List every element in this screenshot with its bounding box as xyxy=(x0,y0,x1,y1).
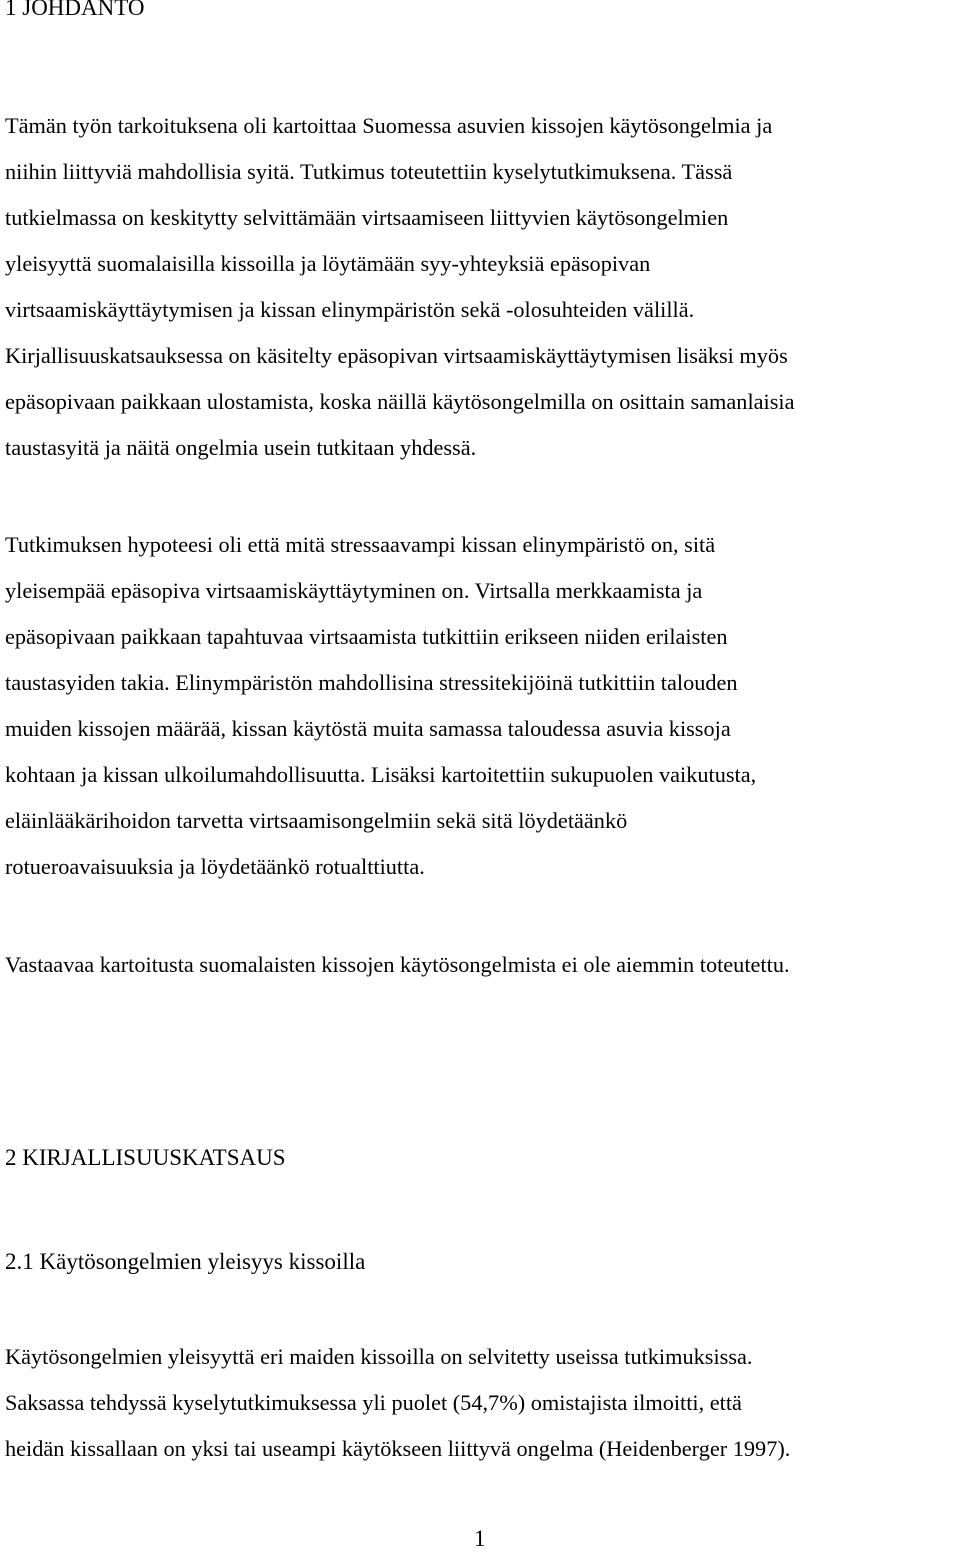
paragraph-intro xyxy=(5,103,795,471)
text-line: virtsaamiskäyttäytymisen ja kissan elinympäristön sekä -olosuhteiden välillä. xyxy=(5,297,695,322)
text-line: Saksassa tehdyssä kyselytutkimuksessa yli puolet (54,7%) omistajista ilmoitti, että xyxy=(5,1390,742,1415)
text-line: yleisyyttä suomalaisilla kissoilla ja löytämään syy-yhteyksiä epäsopivan xyxy=(5,251,651,276)
text-line: Kirjallisuuskatsauksessa on käsitelty epäsopivan virtsaamiskäyttäytymisen lisäksi myös xyxy=(5,343,788,368)
subsection-heading-yleisyys: 2.1 Käytösongelmien yleisyys kissoilla xyxy=(5,1249,366,1274)
page-number: 1 xyxy=(474,1526,486,1551)
text-line: tutkielmassa on keskitytty selvittämään virtsaamiseen liittyvien käytösongelmien xyxy=(5,205,729,230)
text-line: Tutkimuksen hypoteesi oli että mitä stressaavampi kissan elinympäristö on, sitä xyxy=(5,532,716,557)
text-line: taustasyiden takia. Elinympäristön mahdollisina stressitekijöinä tutkittiin talouden xyxy=(5,670,738,695)
text-line: kohtaan ja kissan ulkoilumahdollisuutta. Lisäksi kartoitettiin sukupuolen vaikutusta, xyxy=(5,762,757,787)
text-line: Käytösongelmien yleisyyttä eri maiden kissoilla on selvitetty useissa tutkimuksissa. xyxy=(5,1344,753,1369)
section-heading-kirjallisuuskatsaus: 2 KIRJALLISUUSKATSAUS xyxy=(5,1145,286,1170)
paragraph-previous-research xyxy=(5,942,790,988)
text-line: epäsopivaan paikkaan tapahtuvaa virtsaamista tutkittiin erikseen niiden erilaisten xyxy=(5,624,728,649)
text-line: Vastaavaa kartoitusta suomalaisten kissojen käytösongelmista ei ole aiemmin toteutettu. xyxy=(5,952,790,977)
text-line: epäsopivaan paikkaan ulostamista, koska näillä käytösongelmilla on osittain samanlaisia xyxy=(5,389,795,414)
text-line: yleisempää epäsopiva virtsaamiskäyttäytyminen on. Virtsalla merkkaamista ja xyxy=(5,578,703,603)
section-heading-johdanto: 1 JOHDANTO xyxy=(5,0,145,20)
text-line: niihin liittyviä mahdollisia syitä. Tutkimus toteutettiin kyselytutkimuksena. Tässä xyxy=(5,159,733,184)
text-line: Tämän työn tarkoituksena oli kartoittaa Suomessa asuvien kissojen käytösongelmia ja xyxy=(5,113,773,138)
text-line: taustasyitä ja näitä ongelmia usein tutkitaan yhdessä. xyxy=(5,435,477,460)
paragraph-prevalence xyxy=(5,1334,790,1472)
text-line: muiden kissojen määrää, kissan käytöstä muita samassa taloudessa asuvia kissoja xyxy=(5,716,731,741)
text-line: eläinlääkärihoidon tarvetta virtsaamisongelmiin sekä sitä löydetäänkö xyxy=(5,808,628,833)
text-line: heidän kissallaan on yksi tai useampi käytökseen liittyvä ongelma (Heidenberger 1997). xyxy=(5,1436,791,1461)
text-line: rotueroavaisuuksia ja löydetäänkö rotualttiutta. xyxy=(5,854,425,879)
paragraph-hypothesis xyxy=(5,522,756,890)
